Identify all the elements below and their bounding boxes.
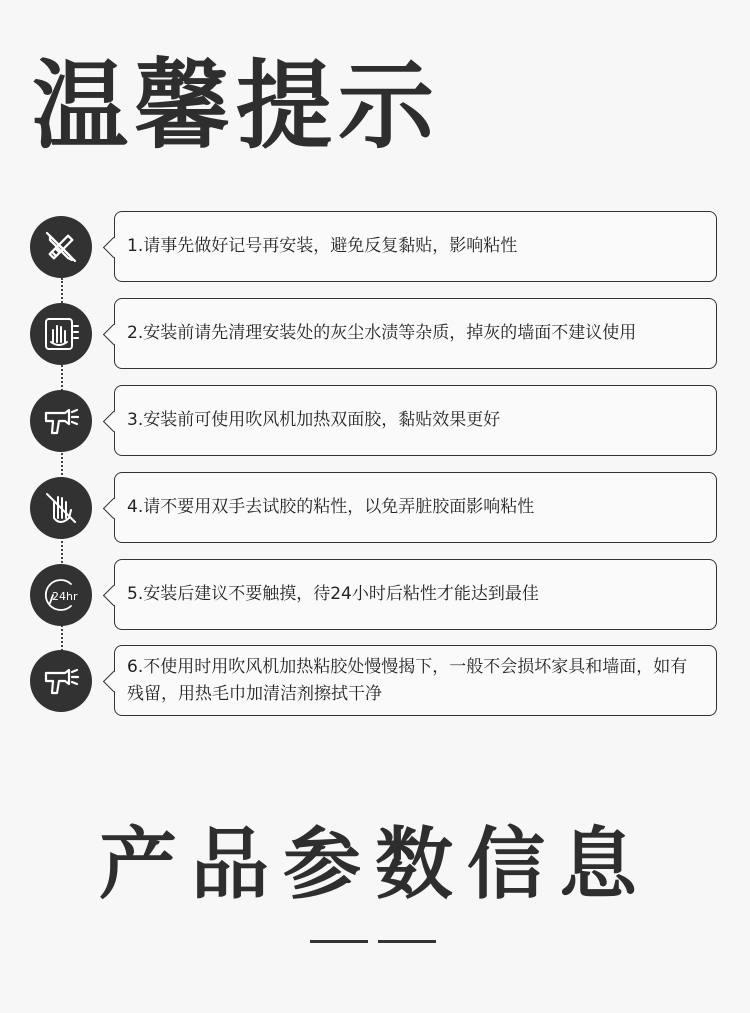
tip-card-5 [114, 559, 717, 630]
tip-text-2: 2.安装前请先清理安装处的灰尘水渍等杂质，掉灰的墙面不建议使用 [127, 323, 637, 343]
clock-24hr-label: 24hr [52, 590, 78, 603]
hand-wiping-wall-icon [30, 303, 92, 365]
tip-card-3 [114, 385, 717, 456]
no-touch-hand-icon [30, 477, 92, 539]
title-underline-left [310, 940, 368, 943]
tip-card-1 [114, 211, 717, 282]
pencil-ruler-crossed-icon [30, 216, 92, 278]
tip-text-6: 6.不使用时用吹风机加热粘胶处慢慢揭下，一般不会损坏家具和墙面，如有残留，用热毛巾加清洁剂擦拭干净 [127, 656, 688, 704]
hair-dryer-icon [30, 390, 92, 452]
page-title: 温馨提示 [32, 50, 440, 162]
tip-card-6 [114, 645, 717, 716]
tip-text-4: 4.请不要用双手去试胶的粘性，以免弄脏胶面影响粘性 [127, 497, 535, 517]
tip-text-5: 5.安装后建议不要触摸，待24小时后粘性才能达到最佳 [127, 584, 539, 604]
tip-card-4 [114, 472, 717, 543]
tip-text-1: 1.请事先做好记号再安装，避免反复黏贴，影响粘性 [127, 236, 518, 256]
tip-card-2 [114, 298, 717, 369]
section-title: 产品参数信息 [98, 820, 651, 910]
hair-dryer-icon [30, 650, 92, 712]
tip-text-3: 3.安装前可使用吹风机加热双面胶，黏贴效果更好 [127, 410, 501, 430]
clock-24hr-icon [30, 564, 92, 626]
title-underline-right [378, 940, 436, 943]
